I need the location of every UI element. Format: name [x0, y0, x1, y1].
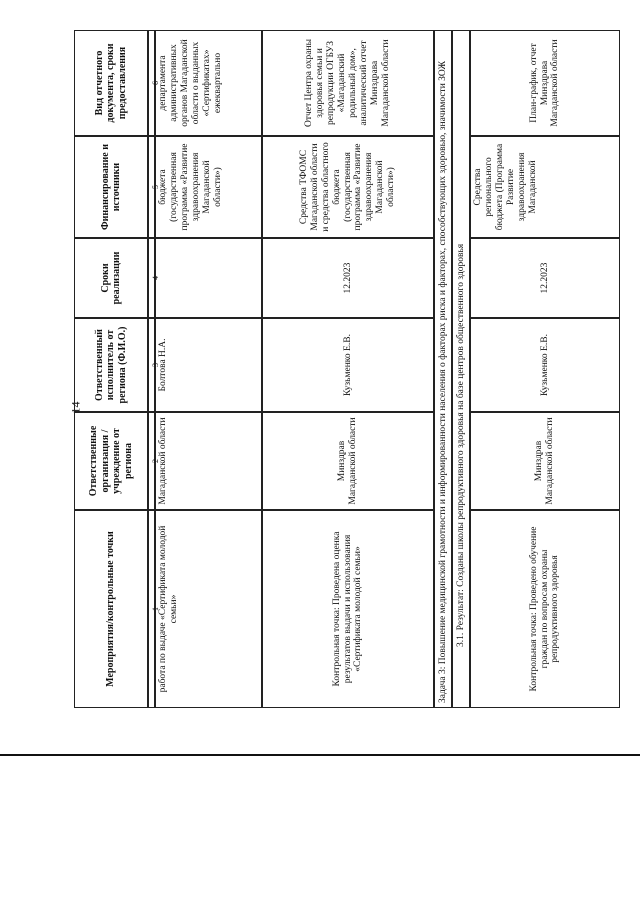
header-cell-2: Ответственные организация / учреждение от региона — [74, 412, 148, 510]
column-number: 4 — [148, 238, 155, 318]
row2-c4: 12.2023 — [262, 238, 434, 318]
result31-heading: 3.1. Результат: Созданы школы репродуктивного здоровья на базе центров общественного здоровья — [452, 30, 470, 708]
rotated-table-wrapper — [74, 30, 620, 708]
column-number: 2 — [148, 412, 155, 510]
header-cell-6: Вид отчетного документа, сроки предоставления — [74, 30, 148, 136]
column-number: 1 — [148, 510, 155, 708]
header-cell-5: Финансирование и источники — [74, 136, 148, 238]
row1-c1: работа по выдаче «Сертификата молодой семьи» — [155, 510, 262, 708]
row1-c4 — [155, 238, 262, 318]
row3-c4: 12.2023 — [470, 238, 620, 318]
row3-c3: Кузьменко Е.В. — [470, 318, 620, 412]
row2-c6: Отчет Центра охраны здоровья семьи и репродукции ОГБУЗ «Магаданский родильный дом», аналитический отчет Минздрава Магаданской области — [262, 30, 434, 136]
row1-c5: бюджета (государственная программа «Развитие здравоохранения Магаданской области») — [155, 136, 262, 238]
row3-c1: Контрольная точка: Проведено обучение граждан по вопросам охраны репродуктивного здоровья — [470, 510, 620, 708]
task3-heading: Задача 3: Повышение медицинской грамотности и информированности населения о факторах риска и факторах, способствующих здоровью, значимости ЗОЖ — [434, 30, 452, 708]
row3-c2: Минздрав Магаданской области — [470, 412, 620, 510]
row2-c1: Контрольная точка: Проведена оценка результатов выдачи и использования «Сертификата молодой семьи» — [262, 510, 434, 708]
page-number: 14 — [68, 401, 83, 414]
row1-c6: департамента административных органов Магаданской области о выданных «Сертификатах» ежеквартально — [155, 30, 262, 136]
header-cell-4: Сроки реализации — [74, 238, 148, 318]
page-divider — [0, 754, 640, 756]
row3-c6: План-график, отчет Минздрава Магаданской области — [470, 30, 620, 136]
column-number: 5 — [148, 136, 155, 238]
plan-table — [74, 30, 620, 708]
table-stage — [74, 30, 620, 708]
row2-c5: Средства ТФОМС Магаданской области и средства областного бюджета (государственная программа «Развитие здравоохранения Магаданской области») — [262, 136, 434, 238]
header-cell-1: Мероприятия/контрольные точки — [74, 510, 148, 708]
row2-c2: Минздрав Магаданской области — [262, 412, 434, 510]
header-cell-3: Ответственный исполнитель от региона (Ф.И.О.) — [74, 318, 148, 412]
row2-c3: Кузьменко Е.В. — [262, 318, 434, 412]
row3-c5: Средства регионального бюджета (Программа Развитие здравоохранения Магаданской — [470, 136, 620, 238]
column-number: 6 — [148, 30, 155, 136]
column-number: 3 — [148, 318, 155, 412]
row1-c3: Болтова Н.А. — [155, 318, 262, 412]
row1-c2: Магаданской области — [155, 412, 262, 510]
